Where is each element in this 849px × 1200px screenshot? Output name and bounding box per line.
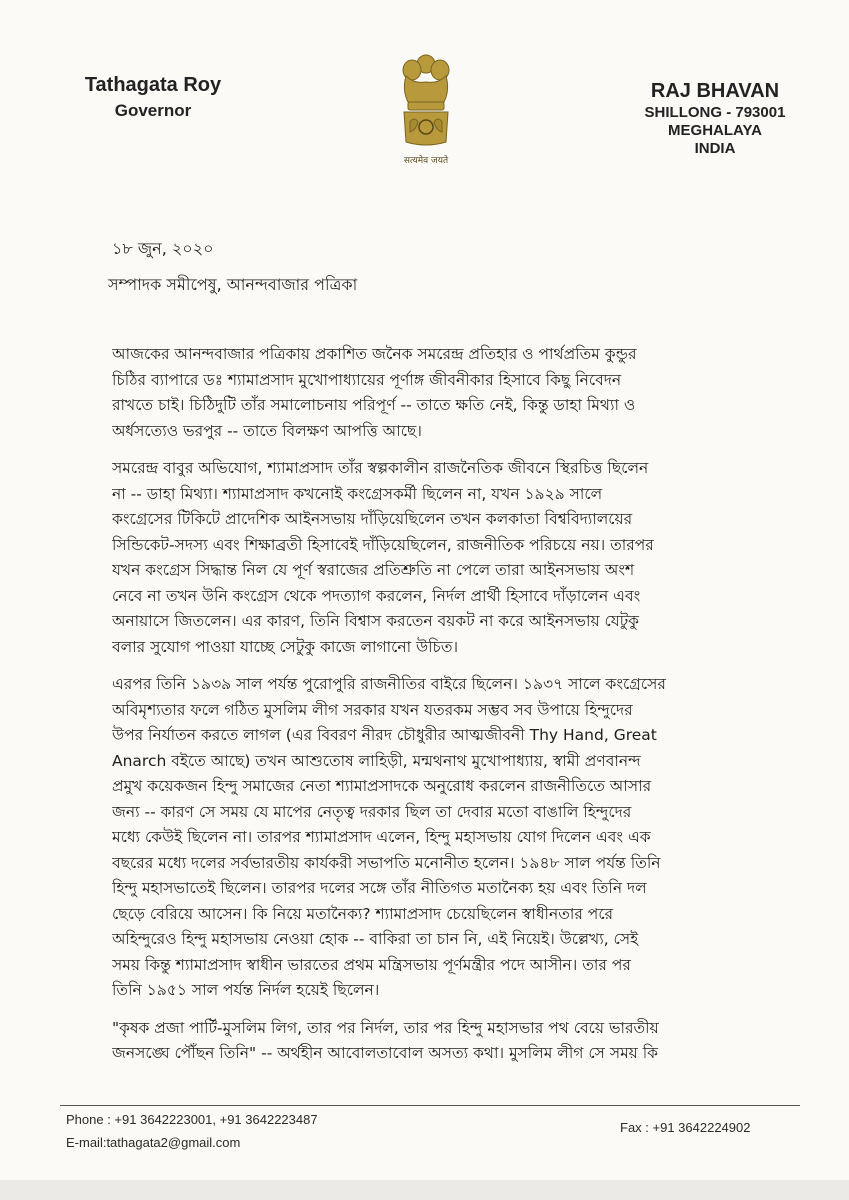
body-line: জন্য -- কারণ সে সময় যে মাপের নেতৃত্ব দরকার ছিল তা দেবার মতো বাঙালি হিন্দুদের — [112, 802, 632, 821]
body-line: এরপর তিনি ১৯৩৯ সাল পর্যন্ত পুরোপুরি রাজনীতির বাইরে ছিলেন। ১৯৩৭ সালে কংগ্রেসের — [112, 675, 666, 693]
body-line: হিন্দু মহাসভাতেই ছিলেন। তারপর দলের সঙ্গে তাঁর নীতিগত মতানৈক্য হয় এবং তিনি দল — [112, 879, 647, 897]
body-line: তিনি ১৯৫১ সাল পর্যন্ত নির্দল হয়েই ছিলেন। — [112, 981, 380, 999]
sender-title: Governor — [114, 101, 192, 120]
emblem-motto: सत्यमेव जयते — [403, 156, 449, 166]
body-paragraph — [112, 342, 792, 444]
body-line: অবিমৃশ্যতার ফলে গঠিত মুসলিম লীগ সরকার যখন যতরকম সম্ভব সব উপায়ে হিন্দুদের — [112, 700, 633, 719]
body-paragraph — [112, 1016, 792, 1067]
body-line: অহিন্দুরেও হিন্দু মহাসভায় নেওয়া হোক -- বাকিরা তা চান নি, এই নিয়েই। উল্লেখ্য, সেই — [112, 930, 639, 948]
body-line: অনায়াসে জিতলেন। এর কারণ, তিনি বিশ্বাস করতেন বয়কট না করে আইনসভায় যেটুকু — [112, 612, 640, 630]
body-line: আজকের আনন্দবাজার পত্রিকায় প্রকাশিত জনৈক সমরেন্দ্র প্রতিহার ও পার্থপ্রতিম কুন্ডুর — [112, 345, 637, 363]
body-line: না -- ডাহা মিথ্যা। শ্যামাপ্রসাদ কখনোই কংগ্রেসকর্মী ছিলেন না, যখন ১৯২৯ সালে — [112, 484, 603, 503]
sender-name: Tathagata Roy — [84, 74, 222, 96]
body-paragraph — [112, 672, 792, 1004]
address-block — [640, 80, 790, 157]
body-line: চিঠির ব্যাপারে ডঃ শ্যামাপ্রসাদ মুখোপাধ্যায়ের পূর্ণাঙ্গ জীবনীকার হিসাবে কিছু নিবেদন — [112, 370, 622, 389]
address-line: SHILLONG - 793001 — [644, 104, 786, 121]
footer-email: E-mail:tathagata2@gmail.com — [66, 1135, 241, 1150]
sender-block — [78, 74, 228, 121]
address-line: RAJ BHAVAN — [650, 80, 780, 102]
scan-edge — [0, 1180, 849, 1200]
body-line: মধ্যে কেউই ছিলেন না। তারপর শ্যামাপ্রসাদ এলেন, হিন্দু মহাসভায় যোগ দিলেন এবং এক — [112, 828, 651, 846]
footer-phone: Phone : +91 3642223001, +91 3642223487 — [66, 1112, 318, 1127]
footer-divider — [60, 1105, 800, 1106]
body-line: প্রমুখ কয়েকজন হিন্দু সমাজের নেতা শ্যামাপ্রসাদকে অনুরোধ করলেন রাজনীতিতে আসার — [112, 777, 652, 795]
salutation: সম্পাদক সমীপেষু, আনন্দবাজার পত্রিকা — [108, 275, 358, 294]
body-line: উপর নির্যাতন করতে লাগল (এর বিবরণ নীরদ চৌধুরীর আত্মজীবনী Thy Hand, Great — [112, 726, 657, 744]
body-line: যখন কংগ্রেস সিদ্ধান্ত নিল যে পূর্ণ স্বরাজের প্রতিশ্রুতি না পেলে তারা আইনসভায় অংশ — [112, 561, 635, 579]
address-line: INDIA — [694, 140, 736, 157]
footer-fax: Fax : +91 3642224902 — [620, 1120, 751, 1135]
body-line: অর্ধসত্যেও ভরপুর -- তাতে বিলক্ষণ আপত্তি আছে। — [112, 421, 422, 440]
body-line: বলার সুযোগ পাওয়া যাচ্ছে সেটুকু কাজে লাগানো উচিত। — [112, 637, 459, 656]
body-line: বছরের মধ্যে দলের সর্বভারতীয় কার্যকরী সভাপতি মনোনীত হলেন। ১৯৪৮ সাল পর্যন্ত তিনি — [112, 853, 661, 872]
body-line: সিন্ডিকেট-সদস্য এবং শিক্ষাব্রতী হিসাবেই দাঁড়িয়েছিলেন, রাজনীতিক পরিচয়ে নয়। তারপর — [112, 535, 654, 554]
body-line: "কৃষক প্রজা পার্টি-মুসলিম লিগ, তার পর নির্দল, তার পর হিন্দু মহাসভার পথ বেয়ে ভারতীয় — [112, 1018, 659, 1037]
body-line: রাখতে চাই। চিঠিদুটি তাঁর সমালোচনায় পরিপূর্ণ -- তাতে ক্ষতি নেই, কিন্তু ডাহা মিথ্যা ও — [112, 396, 636, 414]
body-line: নেবে না তখন উনি কংগ্রেস থেকে পদত্যাগ করলেন, নির্দল প্রার্থী হিসাবে দাঁড়ালেন এবং — [112, 586, 641, 605]
address-line: MEGHALAYA — [668, 122, 762, 139]
letter-date: ১৮ জুন, ২০২০ — [112, 239, 214, 258]
body-line: কংগ্রেসের টিকিটে প্রাদেশিক আইনসভায় দাঁড়িয়েছিলেন তখন কলকাতা বিশ্ববিদ্যালয়ের — [112, 510, 633, 528]
body-line: জনসঙ্ঘে পৌঁছন তিনি" -- অর্থহীন আবোলতাবোল অসত্য কথা। মুসলিম লীগ সে সময় কি — [112, 1044, 659, 1062]
letter-body — [112, 342, 792, 1079]
body-line: সময় কিন্তু শ্যামাপ্রসাদ স্বাধীন ভারতের প্রথম মন্ত্রিসভায় পূর্ণমন্ত্রীর পদে আসীন। তার পর — [112, 955, 631, 974]
body-line: Anarch বইতে আছে) তখন আশুতোষ লাহিড়ী, মন্মথনাথ মুখোপাধ্যায়, স্বামী প্রণবানন্দ — [112, 751, 641, 770]
state-emblem-icon — [388, 50, 464, 170]
body-line: ছেড়ে বেরিয়ে আসেন। কি নিয়ে মতানৈক্য? শ্যামাপ্রসাদ চেয়েছিলেন স্বাধীনতার পরে — [112, 904, 614, 923]
body-paragraph — [112, 456, 792, 660]
body-line: সমরেন্দ্র বাবুর অভিযোগ, শ্যামাপ্রসাদ তাঁর স্বল্পকালীন রাজনৈতিক জীবনে স্থিরচিত্ত ছিলেন — [112, 459, 649, 477]
